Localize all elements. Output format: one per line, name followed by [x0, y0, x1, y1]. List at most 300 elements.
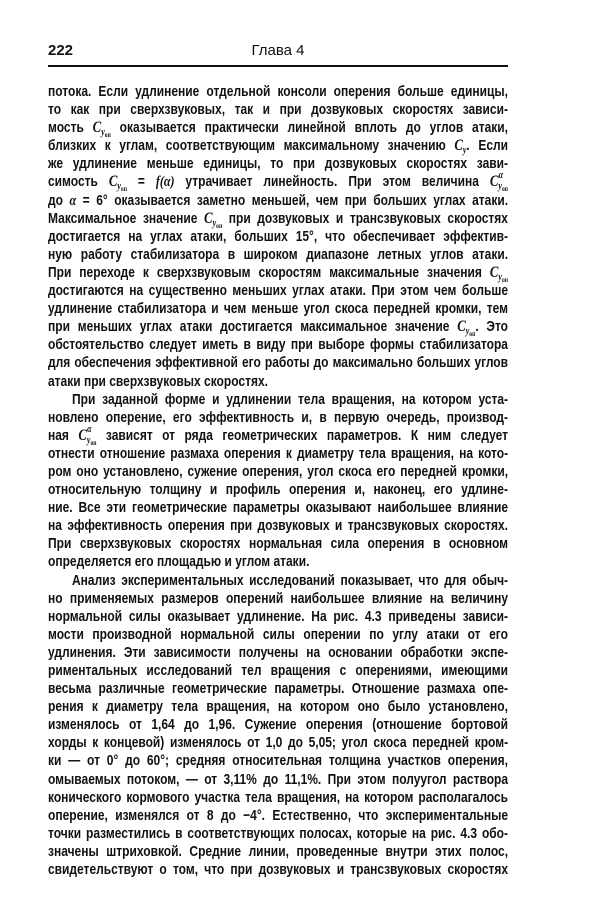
text-line: [48, 463, 508, 481]
word: 15°,: [295, 227, 318, 245]
word: консоли: [277, 83, 327, 100]
body-text: [48, 83, 508, 879]
text-line: [48, 101, 508, 119]
word: так: [234, 101, 254, 119]
word: этих: [435, 842, 462, 860]
word: значены: [48, 842, 99, 860]
word: и: [224, 553, 232, 571]
word: скоростях: [392, 101, 454, 119]
word: практически: [204, 119, 279, 137]
text-line: [48, 861, 508, 879]
word: близких: [48, 137, 97, 155]
word: зависят: [105, 426, 153, 444]
word: сужение: [187, 462, 238, 480]
formula-subscript: yоп: [101, 127, 111, 140]
word: удлинение: [135, 83, 200, 100]
formula-symbol: [109, 173, 127, 198]
word: оперения: [288, 481, 346, 499]
word: атаки,: [190, 227, 227, 245]
text-line: [48, 228, 508, 246]
word: атаки: [48, 372, 81, 390]
word: дозвуковых: [257, 209, 330, 227]
word: его: [242, 354, 261, 372]
word: формы: [370, 336, 415, 354]
word: ную: [48, 245, 73, 263]
word: тем: [486, 300, 509, 318]
word: иметь: [202, 336, 239, 354]
word: дозвуковых: [257, 517, 330, 535]
word: и,: [301, 408, 313, 426]
word: тела: [171, 698, 199, 716]
text-line: [48, 499, 508, 517]
word: .: [475, 318, 479, 336]
word: сила: [330, 535, 359, 553]
word: .: [466, 137, 470, 155]
text-line: [48, 644, 508, 662]
word: эффективность: [67, 517, 163, 535]
word: зависи-: [462, 101, 508, 119]
formula-symbol: [490, 264, 508, 289]
word: на: [129, 282, 144, 300]
word: 1,96.: [208, 716, 236, 734]
word: в: [319, 408, 327, 426]
formula-base: C: [108, 173, 118, 191]
word: его: [376, 462, 396, 480]
text-line: [48, 155, 508, 173]
word: мость: [48, 119, 84, 137]
word: нормальной: [48, 607, 123, 625]
chapter-title: Глава 4: [251, 42, 305, 59]
word: отнести: [48, 444, 95, 462]
word: К: [410, 426, 419, 444]
word: Эти: [123, 643, 146, 661]
word: Если: [98, 83, 129, 100]
word: с: [339, 662, 347, 679]
word: как: [70, 101, 90, 119]
word: полос,: [469, 842, 509, 860]
word: единицы,: [203, 155, 261, 173]
word: оно: [76, 462, 99, 480]
word: при: [344, 191, 367, 209]
word: углов: [429, 245, 464, 263]
word: оперении: [303, 625, 361, 643]
word: атаки.: [330, 282, 366, 300]
word: тел: [241, 662, 262, 679]
word: геометрические: [171, 680, 267, 698]
word: стабилизатора: [117, 300, 206, 318]
word: больше: [397, 83, 444, 100]
word: 3,11%: [223, 770, 257, 788]
word: кром-: [474, 734, 509, 752]
word: проведенные: [296, 842, 378, 860]
text-line: [48, 137, 508, 155]
word: этом: [382, 173, 411, 191]
word: конического: [48, 788, 122, 806]
word: величину: [450, 589, 509, 607]
word: до: [184, 716, 200, 734]
word: работы: [264, 354, 310, 372]
word: при: [98, 101, 121, 119]
word: геометрических: [222, 426, 318, 444]
text-line: [48, 246, 508, 264]
word: экспе-: [470, 643, 509, 661]
word: 4.3: [460, 824, 478, 842]
word: ние.: [48, 499, 73, 517]
word: уста-: [478, 390, 509, 408]
word: значение: [394, 318, 450, 336]
word: от: [162, 426, 176, 444]
word: о: [159, 861, 167, 879]
word: параметры: [232, 499, 300, 517]
word: производ-: [446, 408, 509, 426]
word: концевой): [103, 734, 165, 752]
word: меньше: [146, 155, 194, 173]
word: виду: [256, 336, 286, 354]
text-line: [48, 83, 508, 101]
word: заданной: [102, 390, 159, 408]
word: вращения,: [390, 444, 455, 462]
word: передней: [400, 462, 458, 480]
word: трансзвуковых: [347, 517, 439, 535]
word: переходе: [79, 263, 135, 281]
word: при: [48, 318, 70, 336]
word: углах: [139, 318, 173, 336]
word: кото-: [478, 444, 509, 462]
word: =: [82, 191, 90, 209]
italic-math: α: [69, 192, 77, 209]
word: скоса: [373, 734, 407, 752]
word: удлинении: [226, 390, 292, 408]
word: параметры.: [274, 680, 345, 698]
word: обработки: [400, 643, 463, 661]
word: вращения: [270, 662, 331, 679]
word: и: [335, 209, 344, 227]
word: до: [405, 119, 421, 137]
word: к: [285, 444, 292, 462]
word: Максимальное: [48, 209, 137, 227]
formula-subscript: y: [462, 145, 467, 157]
word: хорды: [48, 734, 87, 752]
word: углов: [474, 354, 508, 372]
word: рения: [48, 698, 84, 716]
word: скоса: [338, 462, 372, 480]
word: При: [348, 173, 372, 191]
word: Сужение: [244, 716, 297, 734]
paragraph: [48, 391, 508, 572]
formula-sub-subscript: оп: [469, 330, 476, 339]
word: диаметру: [297, 444, 354, 462]
word: толщину: [149, 481, 202, 499]
word: удлинения.: [48, 643, 116, 661]
word: от: [467, 625, 481, 643]
word: значения: [427, 263, 482, 281]
word: до: [263, 770, 279, 788]
word: до: [287, 734, 303, 752]
word: выборе: [318, 336, 365, 354]
word: чем: [434, 282, 457, 300]
word: сверхзвуковых,: [130, 101, 226, 119]
word: максимальные: [329, 263, 420, 281]
word: атаки.: [472, 245, 509, 263]
word: больших: [416, 354, 471, 372]
word: максимально: [332, 354, 413, 372]
word: в: [243, 336, 251, 354]
word: основании: [328, 643, 393, 661]
formula-base: C: [489, 263, 499, 281]
word: ним: [427, 426, 452, 444]
word: риментальных: [48, 662, 138, 679]
word: дозвуковых: [258, 861, 331, 879]
word: —: [185, 770, 198, 788]
word: и,: [354, 481, 366, 499]
text-line: [48, 590, 508, 608]
word: передней: [373, 300, 431, 318]
word: опе-: [482, 680, 509, 698]
word: удлинение: [72, 155, 137, 173]
word: оперения: [167, 517, 225, 535]
word: при: [293, 155, 316, 173]
word: углам,: [119, 137, 158, 155]
word: оперения: [367, 535, 425, 553]
word: при: [230, 517, 253, 535]
word: на: [306, 643, 321, 661]
word: профиль: [225, 481, 281, 499]
word: меньших: [77, 318, 132, 336]
word: кромки,: [461, 462, 509, 480]
word: располагалось: [418, 788, 509, 806]
word: тела: [245, 788, 272, 806]
word: экспериментальных: [121, 571, 244, 589]
word: оно: [357, 698, 380, 716]
word: производной: [92, 625, 172, 643]
word: силы: [128, 607, 161, 625]
text-line: [48, 391, 508, 409]
word: линии,: [248, 842, 289, 860]
word: весьма: [48, 680, 92, 698]
word: (отношение: [372, 716, 442, 734]
word: скоростям: [258, 263, 322, 281]
word: на: [401, 390, 416, 408]
text-line: [48, 716, 508, 734]
text-line: [48, 300, 508, 318]
text-line: [48, 517, 508, 535]
word: что: [418, 571, 439, 589]
word: меньших: [232, 282, 287, 300]
word: на: [345, 788, 360, 806]
word: =: [137, 173, 145, 191]
text-line: [48, 608, 508, 626]
word: достигается: [220, 318, 293, 336]
word: чем: [315, 191, 339, 209]
word: же: [48, 155, 64, 173]
word: достигаются: [48, 282, 124, 300]
word: эффективность: [199, 408, 295, 426]
text-line: [48, 698, 508, 716]
word: следует: [460, 426, 508, 444]
word: ная: [48, 426, 69, 444]
word: и: [262, 101, 271, 119]
word: при: [230, 861, 253, 879]
word: на: [277, 698, 292, 716]
word: 1,0: [265, 734, 283, 752]
word: участков: [387, 752, 441, 770]
word: заметно: [196, 191, 246, 209]
word: этом: [400, 282, 429, 300]
word: достигается: [48, 227, 121, 245]
word: параметров.: [326, 426, 402, 444]
word: то: [48, 101, 62, 119]
word: от: [128, 716, 142, 734]
word: оказывается: [119, 119, 196, 137]
word: при: [290, 336, 313, 354]
word: и: [212, 390, 220, 408]
word: тела: [358, 444, 386, 462]
text-line: [48, 572, 508, 590]
word: различные: [98, 680, 165, 698]
word: приведены: [388, 607, 456, 625]
word: обо-: [481, 824, 509, 842]
word: соответствующих: [187, 824, 295, 842]
word: к: [104, 137, 111, 155]
word: разместились: [86, 824, 171, 842]
word: оперения: [223, 444, 281, 462]
word: Отношение: [351, 680, 420, 698]
word: передней: [412, 734, 470, 752]
word: зави-: [476, 155, 508, 173]
word: наибольшее: [290, 589, 365, 607]
paragraph: [48, 572, 508, 880]
word: полосах,: [299, 824, 352, 842]
word: чем: [223, 300, 247, 318]
word: углах: [150, 227, 183, 245]
word: для: [444, 571, 467, 589]
word: относительная: [232, 752, 323, 770]
text-line: [48, 771, 508, 789]
word: очередь,: [386, 408, 440, 426]
word: тела: [298, 390, 325, 408]
formula-symbol: [78, 423, 97, 452]
word: установлено,: [103, 462, 183, 480]
word: зависимости: [153, 643, 231, 661]
word: точки: [48, 824, 82, 842]
word: рис.: [430, 824, 456, 842]
word: при: [228, 209, 251, 227]
formula-superscript: α: [87, 423, 92, 435]
text-line: [48, 626, 508, 644]
word: оперения: [305, 716, 363, 734]
word: углах: [433, 191, 466, 209]
formula-subscript: yоп: [465, 326, 476, 339]
word: что: [325, 227, 346, 245]
formula-base: C: [489, 173, 499, 191]
word: Средние: [189, 842, 241, 860]
word: его: [172, 408, 192, 426]
word: сверхзвуковых: [79, 535, 172, 553]
word: оперениями,: [355, 662, 432, 679]
word: скоростях: [447, 861, 509, 879]
word: 4.3: [364, 607, 382, 625]
word: потока.: [48, 83, 92, 100]
word: 8: [206, 806, 214, 824]
word: скоростях.: [444, 517, 509, 535]
formula-superscript: α: [498, 170, 504, 182]
word: размаха: [426, 680, 476, 698]
word: оказывается: [114, 191, 191, 209]
word: оперения: [333, 83, 391, 100]
word: наибольшее: [377, 499, 452, 517]
text-line: [48, 789, 508, 807]
word: работу: [80, 245, 123, 263]
formula-sub-subscript: оп: [104, 131, 111, 140]
word: то: [270, 155, 284, 173]
word: трансзвуковых: [350, 861, 442, 879]
word: мости: [48, 625, 84, 643]
word: вращения,: [276, 788, 341, 806]
word: на: [411, 824, 426, 842]
word: отдельной: [206, 83, 271, 100]
word: изменялся: [115, 806, 180, 824]
text-line: [48, 336, 508, 354]
formula-subscript: yоп: [212, 217, 223, 230]
formula-symbol: [457, 318, 475, 343]
text-line: [48, 445, 508, 463]
word: сверхзвуковых: [109, 372, 201, 390]
word: Все: [78, 499, 101, 517]
word: обеспечивает: [353, 227, 436, 245]
paragraph: [48, 83, 508, 391]
word: на: [429, 589, 444, 607]
word: влияние: [457, 499, 509, 517]
word: его: [433, 481, 453, 499]
formula-subscript: yоп: [498, 181, 508, 194]
word: угол: [303, 300, 330, 318]
word: кромки,: [435, 300, 482, 318]
formula-symbol: [454, 137, 466, 160]
text-line: [48, 481, 508, 499]
word: что: [204, 861, 225, 879]
text-line: [48, 752, 508, 770]
text-line: [48, 553, 508, 571]
word: полуугол: [391, 770, 447, 788]
word: удлине-: [461, 481, 508, 499]
word: скоростях.: [204, 372, 268, 390]
word: оперение,: [105, 408, 166, 426]
word: средняя: [175, 752, 226, 770]
text-line: [48, 807, 508, 825]
word: отношение: [99, 444, 166, 462]
word: ром: [48, 462, 72, 480]
word: максимальное: [300, 318, 388, 336]
word: от: [247, 734, 261, 752]
word: получены: [238, 643, 299, 661]
text-line: [48, 318, 508, 339]
word: нормальной: [180, 625, 255, 643]
formula-sub-subscript: оп: [120, 185, 127, 194]
word: существенно: [148, 282, 227, 300]
formula-base: C: [92, 119, 102, 137]
word: При: [48, 535, 72, 553]
word: атаки: [179, 318, 213, 336]
word: до: [220, 806, 236, 824]
word: удлинение: [48, 300, 113, 318]
word: от: [87, 752, 100, 770]
word: на: [128, 227, 143, 245]
word: оперения,: [242, 462, 303, 480]
italic-math: f(α): [155, 174, 175, 191]
word: геометрические: [132, 499, 228, 517]
word: 1,64: [151, 716, 175, 734]
word: по: [369, 625, 384, 643]
